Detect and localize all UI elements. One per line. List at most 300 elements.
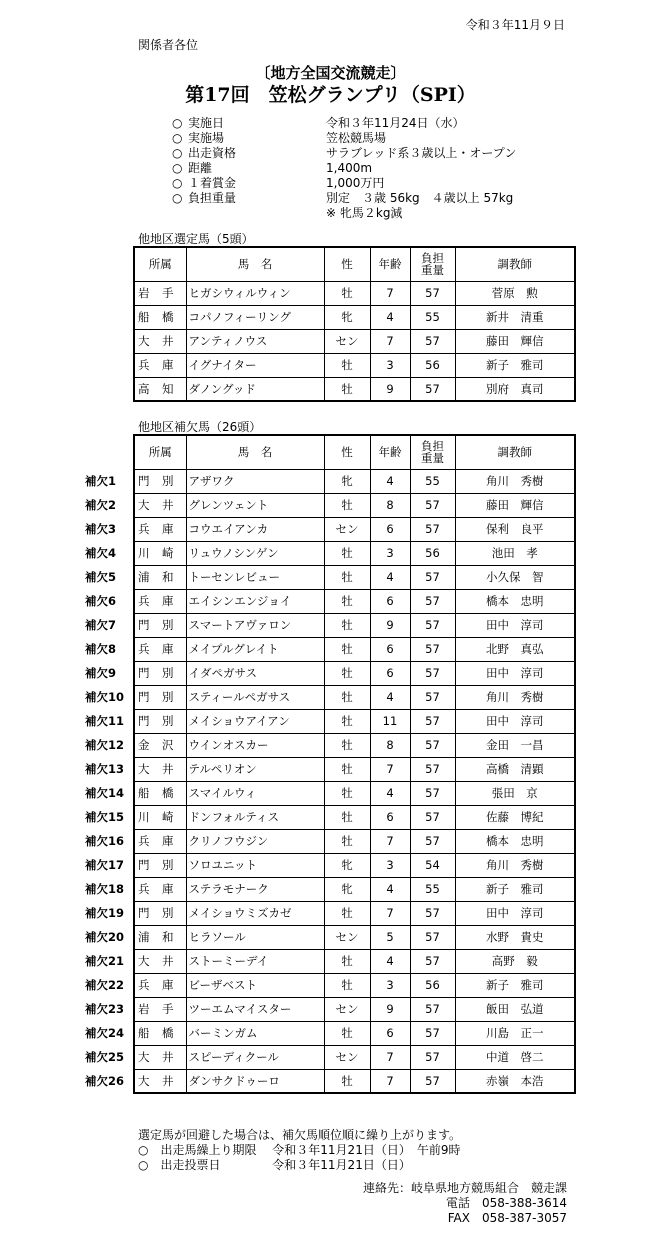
- affiliation-prefecture: 兵: [138, 594, 150, 608]
- affiliation-prefecture: 兵: [138, 642, 150, 656]
- horse-name: ヒガシウィルウィン: [186, 281, 324, 305]
- horse-trainer: 新子 雅司: [455, 353, 575, 377]
- circle-bullet-icon: ○: [172, 146, 183, 160]
- horse-weight: 57: [410, 925, 455, 949]
- horse-weight: 55: [410, 305, 455, 329]
- horse-trainer: 藤田 輝信: [455, 493, 575, 517]
- table-row: [134, 997, 575, 1021]
- reserve-rank-label: 補欠22: [85, 978, 125, 992]
- horse-weight: 57: [410, 565, 455, 589]
- info-value: サラブレッド系３歳以上・オープン: [326, 146, 517, 160]
- affiliation-track: 手: [162, 1002, 174, 1016]
- affiliation-cell: [134, 329, 186, 353]
- horse-age: 4: [370, 949, 410, 973]
- affiliation-track: 別: [162, 858, 174, 872]
- horse-age: 9: [370, 997, 410, 1021]
- affiliation-prefecture: 兵: [138, 522, 150, 536]
- horse-name: イダペガサス: [186, 661, 324, 685]
- info-value: 1,400m: [326, 161, 373, 175]
- table-row: [134, 517, 575, 541]
- table-row: [134, 685, 575, 709]
- horse-name: ダンサクドゥーロ: [186, 1069, 324, 1093]
- horse-sex: セン: [324, 925, 370, 949]
- horse-trainer: 田中 淳司: [455, 661, 575, 685]
- affiliation-track: 庫: [162, 358, 174, 372]
- horse-trainer: 金田 一昌: [455, 733, 575, 757]
- affiliation-track: 別: [162, 618, 174, 632]
- affiliation-prefecture: 兵: [138, 882, 150, 896]
- horse-trainer: 佐藤 博紀: [455, 805, 575, 829]
- affiliation-cell: [134, 353, 186, 377]
- affiliation-track: 別: [162, 690, 174, 704]
- horse-name: スマートアヴァロン: [186, 613, 324, 637]
- header-horse: 馬 名: [186, 247, 324, 281]
- table-row: [134, 733, 575, 757]
- info-value: 1,000万円: [326, 176, 385, 190]
- horse-name: スティールペガサス: [186, 685, 324, 709]
- reserve-rank-label: 補欠26: [85, 1074, 125, 1088]
- table-row: [134, 329, 575, 353]
- header-weight-text: 負担重量: [421, 251, 444, 278]
- horse-weight: 56: [410, 541, 455, 565]
- affiliation-cell: [134, 637, 186, 661]
- affiliation-cell: [134, 733, 186, 757]
- horse-weight: 57: [410, 1045, 455, 1069]
- reserve-rank-label: 補欠3: [85, 522, 117, 536]
- horse-weight: 57: [410, 949, 455, 973]
- note-line: ○ 出走馬繰上り期限 令和３年11月21日（日） 午前9時: [138, 1143, 461, 1157]
- affiliation-track: 井: [162, 498, 174, 512]
- affiliation-prefecture: 門: [138, 666, 150, 680]
- horse-name: ストーミーデイ: [186, 949, 324, 973]
- horse-trainer: 高橋 清顕: [455, 757, 575, 781]
- notes: [138, 1128, 461, 1173]
- header-affiliation: 所属: [134, 247, 186, 281]
- horse-name: ヒラソール: [186, 925, 324, 949]
- horse-name: テルペリオン: [186, 757, 324, 781]
- horse-sex: 牡: [324, 709, 370, 733]
- horse-weight: 57: [410, 589, 455, 613]
- affiliation-track: 井: [162, 334, 174, 348]
- horse-trainer: 角川 秀樹: [455, 685, 575, 709]
- contact-org: 連絡先：岐阜県地方競馬組合 競走課: [362, 1181, 567, 1195]
- horse-name: トーセンレビュー: [186, 565, 324, 589]
- horse-trainer: 角川 秀樹: [455, 469, 575, 493]
- horse-trainer: 別府 真司: [455, 377, 575, 401]
- horse-age: 7: [370, 1045, 410, 1069]
- affiliation-prefecture: 門: [138, 618, 150, 632]
- horse-name: クリノフウジン: [186, 829, 324, 853]
- horse-sex: 牡: [324, 637, 370, 661]
- horse-name: エイシンエンジョイ: [186, 589, 324, 613]
- affiliation-track: 手: [162, 286, 174, 300]
- horse-sex: 牡: [324, 1021, 370, 1045]
- affiliation-prefecture: 兵: [138, 358, 150, 372]
- info-label: [172, 161, 212, 175]
- horse-sex: 牡: [324, 901, 370, 925]
- reserve-rank-label: 補欠6: [85, 594, 117, 608]
- affiliation-prefecture: 門: [138, 714, 150, 728]
- horse-sex: 牡: [324, 805, 370, 829]
- horse-sex: 牡: [324, 565, 370, 589]
- table-row: [134, 1045, 575, 1069]
- reserve-rank-label: 補欠4: [85, 546, 117, 560]
- info-value: 笠松競馬場: [326, 131, 387, 145]
- affiliation-track: 別: [162, 906, 174, 920]
- table-row: [134, 805, 575, 829]
- affiliation-prefecture: 船: [138, 310, 150, 324]
- horse-age: 3: [370, 541, 410, 565]
- affiliation-track: 庫: [162, 522, 174, 536]
- horse-trainer: 高野 毅: [455, 949, 575, 973]
- reserve-horses-table: [133, 434, 576, 1094]
- table-row: [134, 305, 575, 329]
- circle-bullet-icon: ○: [172, 161, 183, 175]
- horse-age: 5: [370, 925, 410, 949]
- horse-trainer: 保利 良平: [455, 517, 575, 541]
- info-label-text: 負担重量: [188, 191, 237, 205]
- horse-trainer: 飯田 弘道: [455, 997, 575, 1021]
- selected-horses-table: [133, 246, 576, 402]
- affiliation-prefecture: 高: [138, 381, 150, 396]
- horse-weight: 57: [410, 733, 455, 757]
- horse-weight: 57: [410, 281, 455, 305]
- horse-trainer: 田中 淳司: [455, 901, 575, 925]
- info-label: [172, 116, 224, 130]
- horse-sex: セン: [324, 329, 370, 353]
- horse-trainer: 小久保 智: [455, 565, 575, 589]
- horse-sex: 牡: [324, 281, 370, 305]
- horse-age: 4: [370, 565, 410, 589]
- table-row: [134, 757, 575, 781]
- reserve-rank-label: 補欠12: [85, 738, 125, 752]
- affiliation-prefecture: 岩: [138, 286, 150, 300]
- horse-sex: 牡: [324, 541, 370, 565]
- table-row: [134, 377, 575, 401]
- reserve-rank-label: 補欠19: [85, 906, 125, 920]
- horse-sex: 牡: [324, 781, 370, 805]
- horse-trainer: 角川 秀樹: [455, 853, 575, 877]
- horse-trainer: 新子 雅司: [455, 973, 575, 997]
- header-trainer: 調教師: [455, 247, 575, 281]
- header-sex: 性: [324, 247, 370, 281]
- info-label: [172, 176, 236, 190]
- horse-age: 3: [370, 353, 410, 377]
- affiliation-cell: [134, 1069, 186, 1093]
- horse-trainer: 赤嶺 本浩: [455, 1069, 575, 1093]
- affiliation-prefecture: 川: [138, 546, 150, 560]
- info-label-text: １着賞金: [188, 176, 237, 190]
- info-label-text: 距離: [188, 161, 213, 175]
- horse-sex: 牡: [324, 829, 370, 853]
- affiliation-track: 和: [162, 570, 174, 584]
- horse-name: メイプルグレイト: [186, 637, 324, 661]
- reserve-rank-label: 補欠16: [85, 834, 125, 848]
- info-label-text: 実施日: [188, 116, 225, 130]
- horse-sex: 牡: [324, 1069, 370, 1093]
- affiliation-track: 庫: [162, 594, 174, 608]
- header-trainer: 調教師: [455, 435, 575, 469]
- horse-trainer: 水野 貴史: [455, 925, 575, 949]
- affiliation-prefecture: 門: [138, 474, 150, 488]
- horse-weight: 56: [410, 973, 455, 997]
- horse-sex: セン: [324, 1045, 370, 1069]
- info-label-text: 出走資格: [188, 146, 237, 160]
- affiliation-cell: [134, 517, 186, 541]
- horse-age: 4: [370, 305, 410, 329]
- info-label: [172, 131, 224, 145]
- horse-name: バーミンガム: [186, 1021, 324, 1045]
- table-row: [134, 637, 575, 661]
- affiliation-track: 別: [162, 666, 174, 680]
- race-title: 第17回 笠松グランプリ（SPⅠ）: [185, 84, 476, 106]
- horse-sex: 牝: [324, 853, 370, 877]
- horse-age: 8: [370, 733, 410, 757]
- reserve-rank-label: 補欠1: [85, 474, 117, 488]
- horse-age: 6: [370, 637, 410, 661]
- affiliation-cell: [134, 305, 186, 329]
- reserve-rank-label: 補欠20: [85, 930, 125, 944]
- table-row: [134, 661, 575, 685]
- race-category: 〔地方全国交流競走〕: [255, 64, 406, 82]
- horse-weight: 57: [410, 829, 455, 853]
- horse-trainer: 張田 京: [455, 781, 575, 805]
- horse-trainer: 新井 清重: [455, 305, 575, 329]
- header-affiliation: 所属: [134, 435, 186, 469]
- affiliation-prefecture: 大: [138, 1050, 150, 1064]
- affiliation-prefecture: 大: [138, 762, 150, 776]
- horse-sex: セン: [324, 997, 370, 1021]
- affiliation-cell: [134, 781, 186, 805]
- affiliation-prefecture: 岩: [138, 1002, 150, 1016]
- horse-age: 7: [370, 757, 410, 781]
- affiliation-cell: [134, 925, 186, 949]
- table-row: [134, 781, 575, 805]
- affiliation-cell: [134, 853, 186, 877]
- horse-name: ビーザベスト: [186, 973, 324, 997]
- horse-name: スマイルウィ: [186, 781, 324, 805]
- horse-sex: セン: [324, 517, 370, 541]
- header-weight: [410, 435, 455, 469]
- affiliation-prefecture: 門: [138, 858, 150, 872]
- horse-trainer: 橋本 忠明: [455, 589, 575, 613]
- horse-weight: 57: [410, 685, 455, 709]
- affiliation-prefecture: 船: [138, 786, 150, 800]
- horse-trainer: 菅原 勲: [455, 281, 575, 305]
- circle-bullet-icon: ○: [172, 116, 183, 130]
- affiliation-cell: [134, 613, 186, 637]
- table-row: [134, 925, 575, 949]
- reserve-rank-label: 補欠10: [85, 690, 125, 704]
- horse-age: 3: [370, 853, 410, 877]
- affiliation-prefecture: 大: [138, 334, 150, 348]
- horse-name: ウインオスカー: [186, 733, 324, 757]
- document-date: 令和３年11月９日: [465, 18, 565, 32]
- horse-name: イグナイター: [186, 353, 324, 377]
- affiliation-prefecture: 船: [138, 1026, 150, 1040]
- affiliation-track: 井: [162, 762, 174, 776]
- horse-age: 7: [370, 1069, 410, 1093]
- affiliation-track: 知: [162, 381, 174, 396]
- horse-name: ツーエムマイスター: [186, 997, 324, 1021]
- header-weight-text: 負担重量: [421, 439, 444, 466]
- horse-weight: 54: [410, 853, 455, 877]
- horse-trainer: 藤田 輝信: [455, 329, 575, 353]
- weight-note: ※ 牝馬２kg減: [326, 206, 403, 220]
- affiliation-prefecture: 門: [138, 690, 150, 704]
- affiliation-track: 庫: [162, 882, 174, 896]
- recipient: 関係者各位: [138, 38, 199, 52]
- horse-age: 4: [370, 685, 410, 709]
- horse-trainer: 川島 正一: [455, 1021, 575, 1045]
- info-value: 令和３年11月24日（水）: [326, 116, 465, 130]
- horse-name: メイショウミズカゼ: [186, 901, 324, 925]
- horse-weight: 57: [410, 757, 455, 781]
- horse-trainer: 田中 淳司: [455, 613, 575, 637]
- affiliation-track: 橋: [162, 786, 174, 800]
- horse-age: 3: [370, 973, 410, 997]
- header-age: 年齢: [370, 435, 410, 469]
- affiliation-prefecture: 大: [138, 1073, 150, 1088]
- horse-sex: 牡: [324, 377, 370, 401]
- horse-sex: 牡: [324, 685, 370, 709]
- info-label-text: 実施場: [188, 131, 225, 145]
- table-row: [134, 709, 575, 733]
- table-row: [134, 877, 575, 901]
- table-row: [134, 829, 575, 853]
- reserve-rank-label: 補欠8: [85, 642, 117, 656]
- horse-age: 7: [370, 329, 410, 353]
- horse-age: 6: [370, 589, 410, 613]
- horse-weight: 57: [410, 493, 455, 517]
- table-row: [134, 541, 575, 565]
- reserve-rank-label: 補欠9: [85, 666, 117, 680]
- horse-name: ステラモナーク: [186, 877, 324, 901]
- affiliation-track: 井: [162, 1050, 174, 1064]
- affiliation-track: 別: [162, 474, 174, 488]
- horse-weight: 57: [410, 781, 455, 805]
- table-row: [134, 613, 575, 637]
- horse-age: 7: [370, 281, 410, 305]
- horse-weight: 57: [410, 329, 455, 353]
- affiliation-cell: [134, 709, 186, 733]
- horse-sex: 牡: [324, 589, 370, 613]
- horse-weight: 57: [410, 1069, 455, 1093]
- affiliation-cell: [134, 541, 186, 565]
- horse-sex: 牡: [324, 661, 370, 685]
- horse-trainer: 新子 雅司: [455, 877, 575, 901]
- affiliation-cell: [134, 493, 186, 517]
- horse-age: 6: [370, 517, 410, 541]
- horse-age: 4: [370, 469, 410, 493]
- affiliation-track: 井: [162, 954, 174, 968]
- reserve-section-title: 他地区補欠馬（26頭）: [138, 420, 262, 434]
- affiliation-cell: [134, 565, 186, 589]
- affiliation-cell: [134, 589, 186, 613]
- info-label: [172, 146, 236, 160]
- horse-age: 6: [370, 661, 410, 685]
- horse-weight: 57: [410, 517, 455, 541]
- affiliation-track: 庫: [162, 642, 174, 656]
- horse-trainer: 橋本 忠明: [455, 829, 575, 853]
- reserve-rank-label: 補欠25: [85, 1050, 125, 1064]
- affiliation-track: 井: [162, 1073, 174, 1088]
- table-row: [134, 853, 575, 877]
- affiliation-cell: [134, 469, 186, 493]
- horse-name: アンティノウス: [186, 329, 324, 353]
- horse-weight: 57: [410, 661, 455, 685]
- horse-age: 11: [370, 709, 410, 733]
- horse-age: 7: [370, 901, 410, 925]
- affiliation-prefecture: 門: [138, 906, 150, 920]
- horse-age: 6: [370, 805, 410, 829]
- affiliation-cell: [134, 1045, 186, 1069]
- header-age: 年齢: [370, 247, 410, 281]
- horse-trainer: 北野 真弘: [455, 637, 575, 661]
- horse-sex: 牡: [324, 613, 370, 637]
- reserve-rank-label: 補欠13: [85, 762, 125, 776]
- table-header-row: [134, 247, 575, 281]
- horse-weight: 55: [410, 877, 455, 901]
- affiliation-track: 沢: [162, 738, 174, 752]
- affiliation-prefecture: 兵: [138, 978, 150, 992]
- reserve-rank-label: 補欠15: [85, 810, 125, 824]
- horse-age: 7: [370, 829, 410, 853]
- info-label: [172, 191, 236, 205]
- affiliation-cell: [134, 901, 186, 925]
- horse-weight: 57: [410, 613, 455, 637]
- affiliation-prefecture: 金: [138, 738, 150, 752]
- contact-block: [363, 1181, 567, 1226]
- horse-sex: 牡: [324, 733, 370, 757]
- reserve-rank-label: 補欠24: [85, 1026, 125, 1040]
- reserve-rank-label: 補欠17: [85, 858, 125, 872]
- affiliation-cell: [134, 377, 186, 401]
- reserve-rank-label: 補欠21: [85, 954, 125, 968]
- affiliation-prefecture: 大: [138, 498, 150, 512]
- affiliation-track: 庫: [162, 834, 174, 848]
- affiliation-cell: [134, 661, 186, 685]
- header-weight: [410, 247, 455, 281]
- horse-age: 4: [370, 877, 410, 901]
- horse-sex: 牝: [324, 877, 370, 901]
- horse-name: ドンフォルティス: [186, 805, 324, 829]
- horse-name: リュウノシンゲン: [186, 541, 324, 565]
- table-row: [134, 469, 575, 493]
- horse-name: コパノフィーリング: [186, 305, 324, 329]
- horse-weight: 57: [410, 377, 455, 401]
- affiliation-cell: [134, 685, 186, 709]
- affiliation-track: 和: [162, 930, 174, 944]
- affiliation-prefecture: 川: [138, 810, 150, 824]
- table-row: [134, 1069, 575, 1093]
- selected-section-title: 他地区選定馬（5頭）: [138, 232, 254, 246]
- note-line: ○ 出走投票日 令和３年11月21日（日）: [138, 1158, 411, 1172]
- circle-bullet-icon: ○: [172, 191, 183, 205]
- reserve-rank-label: 補欠11: [85, 714, 125, 728]
- table-row: [134, 565, 575, 589]
- affiliation-track: 橋: [162, 1026, 174, 1040]
- affiliation-track: 崎: [162, 546, 174, 560]
- reserve-rank-label: 補欠2: [85, 498, 117, 512]
- info-value: 別定 ３歳 56kg ４歳以上 57kg: [326, 191, 514, 205]
- horse-age: 9: [370, 613, 410, 637]
- header-horse: 馬 名: [186, 435, 324, 469]
- horse-name: ダノングッド: [186, 377, 324, 401]
- horse-name: コウエイアンカ: [186, 517, 324, 541]
- reserve-rank-label: 補欠7: [85, 618, 117, 632]
- horse-sex: 牡: [324, 949, 370, 973]
